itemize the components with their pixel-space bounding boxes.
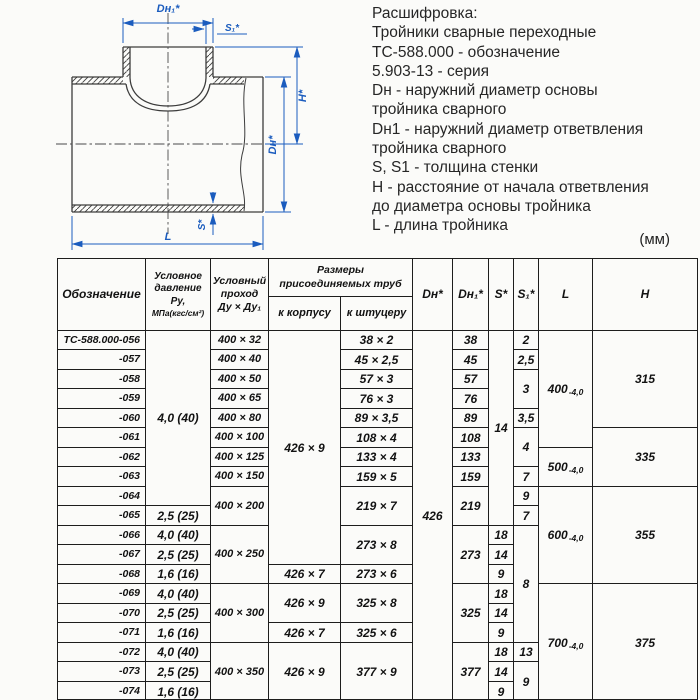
header-designation: Обозначение xyxy=(58,259,146,331)
cell-designation-4: -060 xyxy=(58,409,146,428)
cell-s1-8: 8 xyxy=(514,526,539,643)
header-to-body: к корпусу xyxy=(269,297,341,331)
units-note: (мм) xyxy=(639,231,670,248)
text-line: МПа(кгс/см²) xyxy=(151,308,205,318)
text-line: Ру, xyxy=(170,295,186,307)
cell-dn-0: 426 xyxy=(413,331,453,700)
header-dn1: Dн₁* xyxy=(453,259,489,331)
text-line: до диаметра основы тройника xyxy=(372,197,591,215)
cell-s1-2: 3 xyxy=(514,370,539,409)
cell-designation-16: -072 xyxy=(58,643,146,662)
cell-s1-10: 9 xyxy=(514,662,539,700)
cell-dn1-1: 45 xyxy=(453,350,489,370)
cell-s1-0: 2 xyxy=(514,331,539,350)
header-bore xyxy=(211,259,269,331)
header-s: S* xyxy=(489,259,514,331)
text-line: Ду × Ду₁ xyxy=(217,301,262,314)
cell-dn1-11: 377 xyxy=(453,643,489,700)
cell-pressure-10: 1,6 (16) xyxy=(146,682,211,700)
cell-pressure-6: 2,5 (25) xyxy=(146,604,211,623)
cell-s-6: 9 xyxy=(489,623,514,643)
cell-s-5: 14 xyxy=(489,604,514,623)
cell-designation-5: -061 xyxy=(58,428,146,448)
cell-designation-8: -064 xyxy=(58,487,146,506)
cell-designation-6: -062 xyxy=(58,448,146,467)
cell-h-0: 315 xyxy=(593,331,697,428)
cell-dn1-2: 57 xyxy=(453,370,489,389)
text-line: L - длина тройника xyxy=(372,217,509,235)
cell-designation-18: -074 xyxy=(58,682,146,700)
dim-label-s1: S₁* xyxy=(224,23,240,34)
cell-dn1-7: 159 xyxy=(453,467,489,487)
text-line: давление xyxy=(154,283,202,294)
cell-dn1-9: 273 xyxy=(453,526,489,584)
cell-h-2: 355 xyxy=(593,487,697,584)
cell-s1-4: 4 xyxy=(514,428,539,467)
cell-pressure-9: 2,5 (25) xyxy=(146,662,211,682)
header-dn: Dн* xyxy=(413,259,453,331)
cell-bore-5: 400 × 100 xyxy=(211,428,269,448)
tee-drawing-svg xyxy=(0,0,360,256)
cell-to_branch-13: 377 × 9 xyxy=(341,643,413,700)
header-pipes-group xyxy=(269,259,413,297)
text-line: 5.903-13 - серия xyxy=(372,62,490,80)
cell-to_body-1: 426 × 7 xyxy=(269,565,341,584)
cell-bore-10: 400 × 300 xyxy=(211,584,269,643)
cell-s-1: 18 xyxy=(489,526,514,545)
cell-s1-1: 2,5 xyxy=(514,350,539,370)
header-s1: S₁* xyxy=(514,259,539,331)
cell-to_branch-5: 108 × 4 xyxy=(341,428,413,448)
cell-dn1-8: 219 xyxy=(453,487,489,526)
cell-s1-6: 9 xyxy=(514,487,539,506)
header-pressure xyxy=(146,259,211,331)
dimensions-table xyxy=(57,258,698,700)
cell-bore-9: 400 × 250 xyxy=(211,526,269,584)
cell-s1-7: 7 xyxy=(514,506,539,526)
cell-bore-2: 400 × 50 xyxy=(211,370,269,389)
cell-to_branch-1: 45 × 2,5 xyxy=(341,350,413,370)
text-line: Условное xyxy=(154,270,202,282)
cell-bore-3: 400 × 65 xyxy=(211,389,269,409)
cell-l-0: 400 -4,0 xyxy=(539,331,593,448)
cell-designation-0: ТС-588.000-056 xyxy=(58,331,146,350)
centerlines xyxy=(56,13,274,234)
technical-drawing xyxy=(0,0,360,256)
cell-to_branch-9: 273 × 8 xyxy=(341,526,413,565)
cell-to_branch-6: 133 × 4 xyxy=(341,448,413,467)
cell-dn1-5: 108 xyxy=(453,428,489,448)
cell-bore-11: 400 × 350 xyxy=(211,643,269,700)
cell-designation-13: -069 xyxy=(58,584,146,604)
text-line: тройника сварного xyxy=(372,140,507,158)
cell-designation-3: -059 xyxy=(58,389,146,409)
cell-pressure-8: 4,0 (40) xyxy=(146,643,211,662)
text-line: Dн - наружний диаметр основы xyxy=(372,82,598,100)
cell-pressure-0: 4,0 (40) xyxy=(146,331,211,506)
text-line: S, S1 - толщина стенки xyxy=(372,159,539,177)
dim-label-dn: Dн* xyxy=(267,135,279,155)
cell-bore-7: 400 × 150 xyxy=(211,467,269,487)
cell-l-3: 700 -4,0 xyxy=(539,584,593,700)
cell-dn1-10: 325 xyxy=(453,584,489,643)
cell-to_branch-7: 159 × 5 xyxy=(341,467,413,487)
cell-bore-8: 400 × 200 xyxy=(211,487,269,526)
cell-l-2: 600 -4,0 xyxy=(539,487,593,584)
cell-bore-6: 400 × 125 xyxy=(211,448,269,467)
dim-label-s: S* xyxy=(197,219,208,231)
cell-s-7: 18 xyxy=(489,643,514,662)
text-line: присоединяемых труб xyxy=(279,277,402,290)
cell-s1-3: 3,5 xyxy=(514,409,539,428)
cell-s-9: 9 xyxy=(489,682,514,700)
cell-pressure-3: 2,5 (25) xyxy=(146,545,211,565)
cell-to_branch-4: 89 × 3,5 xyxy=(341,409,413,428)
cell-pressure-4: 1,6 (16) xyxy=(146,565,211,584)
cell-to_branch-11: 325 × 8 xyxy=(341,584,413,623)
cell-dn1-3: 76 xyxy=(453,389,489,409)
cell-pressure-2: 4,0 (40) xyxy=(146,526,211,545)
cell-s1-5: 7 xyxy=(514,467,539,487)
cell-designation-11: -067 xyxy=(58,545,146,565)
cell-to_branch-0: 38 × 2 xyxy=(341,331,413,350)
text-line: Расшифровка: xyxy=(372,5,478,22)
cell-designation-9: -065 xyxy=(58,506,146,526)
dim-label-h: H* xyxy=(297,89,309,103)
cell-to_branch-10: 273 × 6 xyxy=(341,565,413,584)
cell-pressure-1: 2,5 (25) xyxy=(146,506,211,526)
dimension-lines xyxy=(72,18,303,250)
cell-bore-4: 400 × 80 xyxy=(211,409,269,428)
text-line: Тройники сварные переходные xyxy=(372,24,597,42)
cell-designation-12: -068 xyxy=(58,565,146,584)
cell-designation-17: -073 xyxy=(58,662,146,682)
cell-designation-14: -070 xyxy=(58,604,146,623)
cell-l-1: 500 -4,0 xyxy=(539,448,593,487)
tee-outline xyxy=(72,47,263,212)
cell-bore-1: 400 × 40 xyxy=(211,350,269,370)
cell-h-3: 375 xyxy=(634,635,656,650)
cell-to_body-3: 426 × 7 xyxy=(269,623,341,643)
cell-designation-15: -071 xyxy=(58,623,146,643)
cell-to_branch-3: 76 × 3 xyxy=(341,389,413,409)
text-line: тройника сварного xyxy=(372,101,507,119)
text-line: H - расстояние от начала ответвления xyxy=(372,178,649,196)
cell-designation-10: -066 xyxy=(58,526,146,545)
header-to-branch: к штуцеру xyxy=(341,297,413,331)
cell-s1-9: 13 xyxy=(514,643,539,662)
legend-text xyxy=(372,4,697,236)
cell-dn1-6: 133 xyxy=(453,448,489,467)
header-l: L xyxy=(539,259,593,331)
text-line: Dн1 - наружний диаметр ответвления xyxy=(372,120,644,138)
cell-designation-2: -058 xyxy=(58,370,146,389)
cell-bore-0: 400 × 32 xyxy=(211,331,269,350)
cell-to_branch-12: 325 × 6 xyxy=(341,623,413,643)
cell-dn1-4: 89 xyxy=(453,409,489,428)
header-h: H xyxy=(593,259,697,331)
cell-to_body-4: 426 × 9 xyxy=(269,643,341,700)
cell-s-0: 14 xyxy=(489,331,514,526)
cell-h-1: 335 xyxy=(593,428,697,487)
cell-s-8: 14 xyxy=(489,662,514,682)
cell-to_body-0: 426 × 9 xyxy=(269,331,341,565)
cell-s-4: 18 xyxy=(489,584,514,604)
text-line: ТС-588.000 - обозначение xyxy=(372,43,561,61)
cell-designation-7: -063 xyxy=(58,467,146,487)
dim-label-l: L xyxy=(164,231,172,243)
cell-designation-1: -057 xyxy=(58,350,146,370)
text-line: проход xyxy=(220,287,259,300)
cell-to_branch-2: 57 × 3 xyxy=(341,370,413,389)
break-line xyxy=(241,78,246,211)
text-line: Условный xyxy=(212,274,267,287)
cell-to_branch-8: 219 × 7 xyxy=(341,487,413,526)
cell-s-3: 9 xyxy=(489,565,514,584)
text-line: Размеры xyxy=(316,264,365,277)
dim-label-dn1: Dн₁* xyxy=(156,3,180,15)
cell-to_body-2: 426 × 9 xyxy=(269,584,341,623)
cell-pressure-5: 4,0 (40) xyxy=(146,584,211,604)
wall-hatching xyxy=(72,47,244,212)
cell-s-2: 14 xyxy=(489,545,514,565)
cell-pressure-7: 1,6 (16) xyxy=(146,623,211,643)
cell-dn1-0: 38 xyxy=(453,331,489,350)
